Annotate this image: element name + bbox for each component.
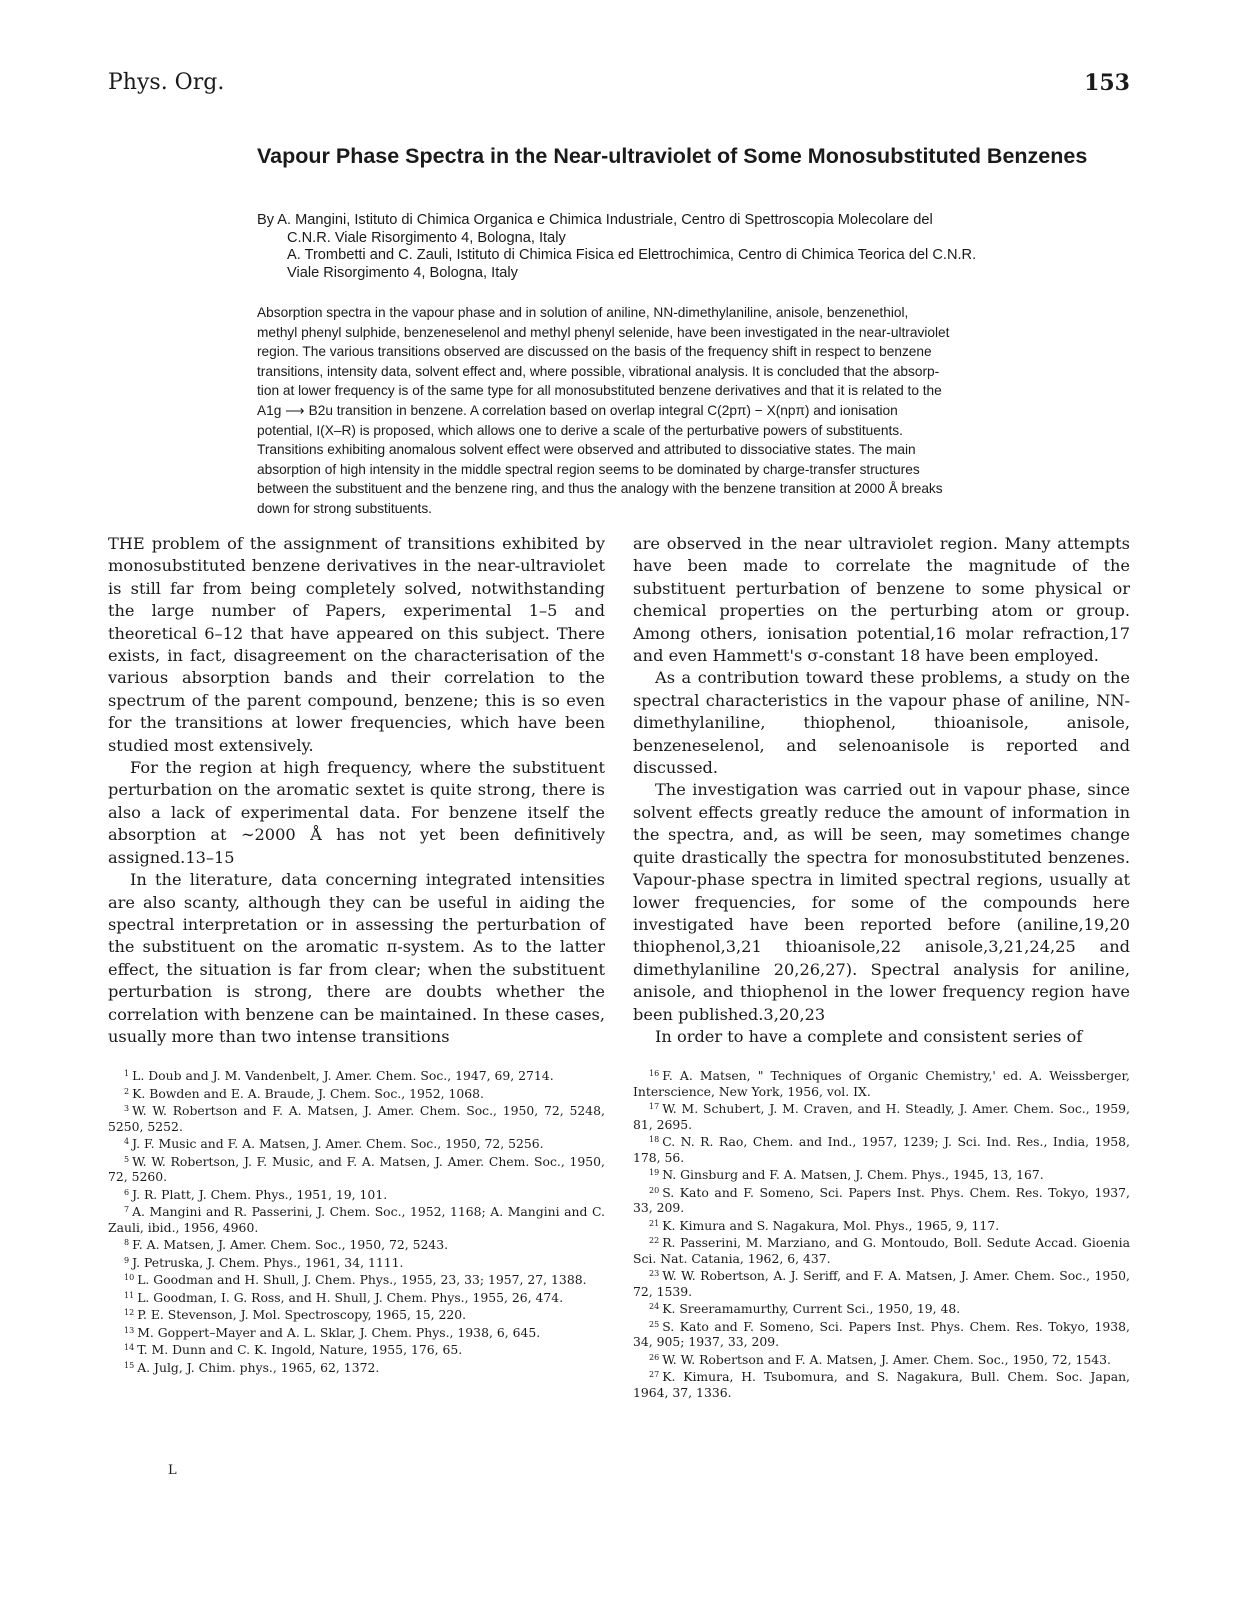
page-number: 153: [1084, 70, 1130, 96]
reference-text: J. F. Music and F. A. Matsen, J. Amer. Chem. Soc., 1950, 72, 5256.: [132, 1136, 544, 1151]
reference-number: 15: [124, 1360, 135, 1370]
reference-text: L. Goodman, I. G. Ross, and H. Shull, J. Chem. Phys., 1955, 26, 474.: [137, 1289, 564, 1305]
reference-text: J. R. Platt, J. Chem. Phys., 1951, 19, 101.: [132, 1186, 388, 1202]
reference-text: K. Bowden and E. A. Braude, J. Chem. Soc., 1952, 1068.: [132, 1085, 484, 1101]
body-paragraph: As a contribution toward these problems, a study on the spectral characteristics in the vapour phase of aniline, NN-dimethylaniline, thiophenol, thioanisole, anisole, benzeneselenol, and selenoanisole is reported and discussed.: [633, 668, 1130, 778]
author-line: C.N.R. Viale Risorgimento 4, Bologna, Italy: [287, 229, 566, 246]
reference-number: 22: [649, 1236, 660, 1245]
reference-item: [633, 1233, 1130, 1266]
reference-text: W. W. Robertson and F. A. Matsen, J. Amer. Chem. Soc., 1950, 72, 1543.: [662, 1351, 1111, 1367]
running-head: [108, 70, 1130, 100]
reference-item: [633, 1299, 1130, 1317]
references-left: [108, 1066, 605, 1375]
reference-item: [633, 1099, 1130, 1132]
reference-text: A. Mangini and R. Passerini, J. Chem. Soc., 1952, 1168; A. Mangini and C. Zauli, ibid., 1956, 4960.: [108, 1204, 605, 1235]
reference-number: 24: [649, 1302, 660, 1311]
reference-text: W. W. Robertson, J. F. Music, and F. A. Matsen, J. Amer. Chem. Soc., 1950, 72, 5260.: [108, 1153, 605, 1184]
abstract-line: down for strong substituents.: [257, 500, 432, 516]
reference-item: [108, 1134, 605, 1152]
reference-text: K. Kimura and S. Nagakura, Mol. Phys., 1965, 9, 117.: [662, 1217, 1000, 1233]
reference-item: [108, 1101, 605, 1134]
abstract-line: absorption of high intensity in the middle spectral region seems to be dominated by charge-transfer structures: [257, 461, 920, 477]
reference-item: [108, 1253, 605, 1271]
reference-item: [633, 1066, 1130, 1099]
reference-number: 2: [124, 1086, 130, 1096]
reference-item: [633, 1266, 1130, 1299]
reference-item: [633, 1132, 1130, 1165]
reference-item: [108, 1340, 605, 1358]
reference-item: [633, 1350, 1130, 1368]
reference-text: F. A. Matsen, J. Amer. Chem. Soc., 1950, 72, 5243.: [132, 1237, 449, 1252]
reference-item: [108, 1288, 605, 1306]
reference-text: W. W. Robertson and F. A. Matsen, J. Amer. Chem. Soc., 1950, 72, 5248, 5250, 5252.: [108, 1103, 605, 1134]
reference-text: M. Goppert–Mayer and A. L. Sklar, J. Chem. Phys., 1938, 6, 645.: [137, 1324, 541, 1340]
author-line: A. Trombetti and C. Zauli, Istituto di Chimica Fisica ed Elettrochimica, Centro di Chimica Teorica del C.N.R.: [287, 247, 977, 264]
reference-text: K. Kimura, H. Tsubomura, and S. Nagakura, Bull. Chem. Soc. Japan, 1964, 37, 1336.: [633, 1369, 1130, 1400]
reference-number: 27: [649, 1370, 660, 1379]
reference-number: 4: [124, 1137, 130, 1146]
abstract-line: transitions, intensity data, solvent effect and, where possible, vibrational analysis. It is concluded that the absorp-: [257, 363, 940, 379]
abstract: [257, 303, 1137, 519]
reference-item: [633, 1165, 1130, 1183]
reference-item: [108, 1235, 605, 1253]
abstract-line: potential, I(X–R) is proposed, which allows one to derive a scale of the perturbative powers of substituents.: [257, 422, 903, 438]
author-block: [257, 212, 1137, 282]
abstract-line: region. The various transitions observed are discussed on the basis of the frequency shift in respect to benzene: [257, 344, 932, 360]
reference-text: T. M. Dunn and C. K. Ingold, Nature, 1955, 176, 65.: [137, 1342, 463, 1357]
reference-text: R. Passerini, M. Marziano, and G. Montoudo, Boll. Sedute Accad. Gioenia Sci. Nat. Catania, 1962, 6, 437.: [633, 1235, 1130, 1266]
reference-number: 21: [649, 1218, 660, 1228]
reference-text: F. A. Matsen, " Techniques of Organic Chemistry,' ed. A. Weissberger, Interscience, New York, 1956, vol. IX.: [633, 1068, 1130, 1099]
reference-item: [633, 1367, 1130, 1400]
reference-number: 17: [649, 1102, 660, 1111]
reference-number: 3: [124, 1104, 130, 1113]
reference-item: [108, 1084, 605, 1102]
reference-number: 18: [649, 1135, 660, 1144]
reference-text: W. W. Robertson, A. J. Seriff, and F. A. Matsen, J. Amer. Chem. Soc., 1950, 72, 1539.: [633, 1268, 1130, 1299]
abstract-line: Transitions exhibiting anomalous solvent effect were observed and attributed to dissociative states. The main: [257, 442, 916, 458]
reference-number: 20: [649, 1185, 660, 1195]
body-paragraph: THE problem of the assignment of transitions exhibited by monosubstituted benzene derivatives in the near-ultraviolet is still far from being completely solved, notwithstanding the large number of Papers, experimental 1–5 and theoretical 6–12 that have appeared on this subject. There exists, in fact, disagreement on the characterisation of the various absorption bands and their correlation to the spectrum of the parent compound, benzene; this is so even for the transitions at lower frequencies, which have been studied most extensively.: [108, 534, 605, 755]
reference-number: 9: [124, 1255, 130, 1265]
reference-number: 6: [124, 1187, 130, 1197]
body-paragraph: In the literature, data concerning integrated intensities are also scanty, although they can be useful in aiding the spectral interpretation or in assessing the perturbation of the substituent on the aromatic π-system. As to the latter effect, the situation is far from clear; when the substituent perturbation is strong, there are doubts whether the correlation with benzene can be maintained. In these cases, usually more than two intense transitions: [108, 870, 605, 1046]
reference-text: P. E. Stevenson, J. Mol. Spectroscopy, 1965, 15, 220.: [137, 1307, 467, 1322]
reference-item: [108, 1202, 605, 1235]
abstract-line: methyl phenyl sulphide, benzeneselenol and methyl phenyl selenide, have been investigated in the near-ultraviolet: [257, 324, 950, 340]
article-title: Vapour Phase Spectra in the Near-ultraviolet of Some Monosubstituted Benzenes: [257, 144, 1088, 168]
author-line: By A. Mangini, Istituto di Chimica Organica e Chimica Industriale, Centro di Spettroscopia Molecolare del: [257, 212, 933, 228]
body-paragraph: are observed in the near ultraviolet region. Many attempts have been made to correlate the magnitude of the substituent perturbation of benzene to some physical or chemical properties on the perturbing atom or group. Among others, ionisation potential,16 molar refraction,17 and even Hammett's σ-constant 18 have been employed.: [633, 534, 1130, 666]
abstract-line: A1g ⟶ B2u transition in benzene. A correlation based on overlap integral C(2pπ) − X(npπ) and ionisation: [257, 402, 898, 418]
body-paragraph: In order to have a complete and consistent series of: [655, 1026, 1083, 1046]
reference-text: J. Petruska, J. Chem. Phys., 1961, 34, 1111.: [132, 1254, 404, 1270]
body-column-right: [633, 533, 1130, 1048]
reference-item: [633, 1317, 1130, 1350]
reference-number: 8: [124, 1238, 130, 1247]
reference-item: [108, 1305, 605, 1323]
reference-text: K. Sreeramamurthy, Current Sci., 1950, 19, 48.: [662, 1301, 961, 1316]
reference-text: C. N. R. Rao, Chem. and Ind., 1957, 1239; J. Sci. Ind. Res., India, 1958, 178, 56.: [633, 1134, 1130, 1165]
reference-item: [108, 1270, 605, 1288]
reference-item: [108, 1185, 605, 1203]
body-paragraph: For the region at high frequency, where the substituent perturbation on the aromatic sextet is quite strong, there is also a lack of experimental data. For benzene itself the absorption at ∼2000 Å has not yet been definitively assigned.13–15: [108, 758, 605, 867]
signature-mark: L: [168, 1463, 177, 1478]
reference-number: 10: [124, 1273, 135, 1282]
reference-text: A. Julg, J. Chim. phys., 1965, 62, 1372.: [137, 1359, 380, 1375]
reference-item: [108, 1358, 605, 1376]
reference-number: 26: [649, 1352, 660, 1362]
author-line: Viale Risorgimento 4, Bologna, Italy: [287, 264, 518, 281]
reference-item: [108, 1152, 605, 1185]
abstract-line: between the substituent and the benzene ring, and thus the analogy with the benzene transition at 2000 Å breaks: [257, 481, 943, 497]
abstract-line: tion at lower frequency is of the same type for all monosubstituted benzene derivatives and that it is related to the: [257, 383, 942, 399]
reference-number: 1: [124, 1069, 130, 1078]
reference-text: L. Doub and J. M. Vandenbelt, J. Amer. Chem. Soc., 1947, 69, 2714.: [132, 1068, 554, 1083]
reference-item: [108, 1066, 605, 1084]
journal-name: Phys. Org.: [108, 70, 225, 95]
reference-text: S. Kato and F. Someno, Sci. Papers Inst. Phys. Chem. Res. Tokyo, 1937, 33, 209.: [633, 1184, 1130, 1215]
reference-number: 16: [649, 1069, 660, 1078]
reference-item: [633, 1216, 1130, 1234]
reference-text: W. M. Schubert, J. M. Craven, and H. Steadly, J. Amer. Chem. Soc., 1959, 81, 2695.: [633, 1101, 1130, 1132]
reference-number: 12: [124, 1308, 135, 1317]
reference-text: N. Ginsburg and F. A. Matsen, J. Chem. Phys., 1945, 13, 167.: [662, 1167, 1044, 1182]
body-column-left: [108, 533, 605, 1048]
reference-item: [108, 1323, 605, 1341]
body-paragraph: The investigation was carried out in vapour phase, since solvent effects greatly reduce the amount of information in the spectra, and, as will be seen, may sometimes change quite drastically the spectra for monosubstituted benzenes. Vapour-phase spectra in limited spectral regions, usually at lower frequencies, for some of the compounds here investigated have been reported before (aniline,19,20 thiophenol,3,21 thioanisole,22 anisole,3,21,24,25 and dimethylaniline 20,26,27). Spectral analysis for aniline, anisole, and thiophenol in the lower frequency region have been published.3,20,23: [633, 780, 1130, 1024]
reference-text: S. Kato and F. Someno, Sci. Papers Inst. Phys. Chem. Res. Tokyo, 1938, 34, 905; 1937, 33, 209.: [633, 1318, 1130, 1349]
reference-number: 5: [124, 1154, 130, 1164]
reference-number: 11: [124, 1290, 135, 1300]
references-right: [633, 1066, 1130, 1400]
reference-text: L. Goodman and H. Shull, J. Chem. Phys., 1955, 23, 33; 1957, 27, 1388.: [137, 1272, 587, 1287]
reference-item: [633, 1183, 1130, 1216]
reference-number: 25: [649, 1319, 660, 1329]
reference-number: 13: [124, 1325, 135, 1335]
reference-number: 19: [649, 1168, 660, 1177]
reference-number: 14: [124, 1343, 135, 1352]
abstract-line: Absorption spectra in the vapour phase and in solution of aniline, NN-dimethylaniline, anisole, benzenethiol,: [257, 305, 909, 320]
reference-number: 7: [124, 1205, 130, 1214]
reference-number: 23: [649, 1269, 660, 1278]
